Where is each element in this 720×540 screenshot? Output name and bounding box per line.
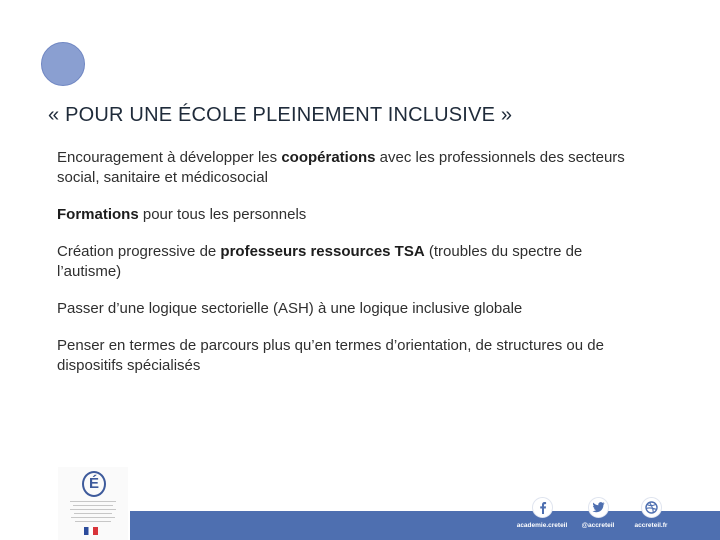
paragraph-bold: Formations bbox=[57, 206, 139, 223]
paragraph-cooperations bbox=[57, 148, 637, 188]
paragraph-text: Passer d’une logique sectorielle (ASH) à une logique inclusive globale bbox=[57, 300, 523, 317]
social-label[interactable]: @accreteil bbox=[581, 522, 615, 529]
decorative-circle bbox=[41, 42, 85, 86]
social-label[interactable]: academie.creteil bbox=[516, 522, 568, 529]
paragraph-text: Encouragement à développer les bbox=[57, 149, 282, 166]
paragraph-formations bbox=[57, 205, 637, 225]
paragraph-text: avec les professionnels des secteurs social, sanitaire et médicosocial bbox=[57, 149, 625, 186]
paragraph-text: Penser en termes de parcours plus qu’en termes d’orientation, de structures ou de dispositifs spécialisés bbox=[57, 337, 604, 374]
academie-emblem-icon: É bbox=[82, 471, 106, 497]
paragraph-logique-inclusive bbox=[57, 299, 637, 319]
social-label[interactable]: accreteil.fr bbox=[634, 522, 668, 529]
facebook-icon[interactable] bbox=[532, 497, 553, 518]
dribbble-icon[interactable] bbox=[641, 497, 662, 518]
logo-text-line bbox=[75, 521, 111, 522]
french-flag-icon bbox=[84, 527, 98, 535]
slide-body bbox=[57, 148, 637, 393]
paragraph-text: Création progressive de bbox=[57, 243, 221, 260]
paragraph-bold: coopérations bbox=[281, 149, 376, 166]
paragraph-professeurs-ressources bbox=[57, 242, 637, 282]
logo-text-line bbox=[70, 509, 116, 510]
paragraph-parcours bbox=[57, 336, 637, 376]
academie-logo bbox=[58, 467, 128, 540]
paragraph-text: (troubles du spectre de l’autisme) bbox=[57, 243, 583, 280]
social-website[interactable] bbox=[616, 497, 686, 529]
logo-text-line bbox=[71, 517, 115, 518]
paragraph-bold: professeurs ressources TSA bbox=[220, 243, 425, 260]
logo-text-line bbox=[74, 513, 112, 514]
twitter-icon[interactable] bbox=[588, 497, 609, 518]
paragraph-text: pour tous les personnels bbox=[138, 206, 307, 223]
slide-title: « POUR UNE ÉCOLE PLEINEMENT INCLUSIVE » bbox=[48, 104, 513, 126]
logo-text-line bbox=[73, 505, 113, 506]
logo-text-line bbox=[70, 501, 116, 502]
